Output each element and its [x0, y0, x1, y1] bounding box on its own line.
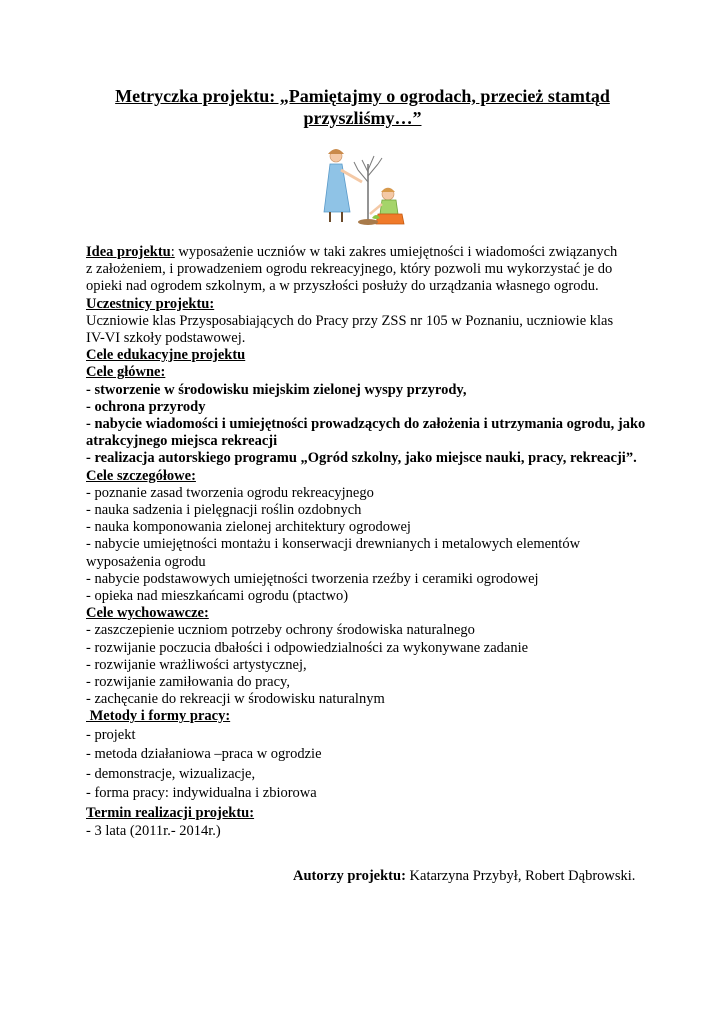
educational-goal-item: - rozwijanie zamiłowania do pracy, [86, 674, 290, 691]
idea-line-2: z założeniem, i prowadzeniem ogrodu rekreacyjnego, który pozwoli mu wykorzystać je do [86, 261, 613, 278]
idea-text-1: wyposażenie uczniów w taki zakres umiejętności i wiadomości związanych [174, 244, 618, 260]
main-goal-item: - ochrona przyrody [86, 398, 206, 415]
detail-goal-item: - nabycie umiejętności montażu i konserwacji drewnianych i metalowych elementów [86, 536, 581, 553]
educational-goal-item: - rozwijanie poczucia dbałości i odpowiedzialności za wykonywane zadanie [86, 639, 529, 656]
detail-goal-item: - nauka sadzenia i pielęgnacji roślin ozdobnych [86, 502, 362, 519]
educational-goal-item: - zachęcanie do rekreacji w środowisku naturalnym [86, 691, 385, 708]
detail-goal-item: - poznanie zasad tworzenia ogrodu rekreacyjnego [86, 484, 374, 501]
project-details [86, 244, 646, 840]
document-title [100, 85, 625, 129]
title-line-2: przyszliśmy…” [303, 108, 422, 128]
method-item: - forma pracy: indywidualna i zbiorowa [86, 785, 317, 802]
detail-goal-item: wyposażenia ogrodu [86, 553, 206, 570]
idea-line-1 [86, 244, 646, 261]
methods-label: Metody i formy pracy: [86, 708, 231, 725]
authors-label: Autorzy projektu: [293, 868, 406, 884]
term-label: Termin realizacji projektu: [86, 804, 255, 821]
goals-label: Cele edukacyjne projektu [86, 347, 246, 364]
detail-goal-item: - opieka nad mieszkańcami ogrodu (ptactwo) [86, 588, 349, 605]
educational-goals-label: Cele wychowawcze: [86, 605, 209, 622]
title-line-1: Metryczka projektu: „Pamiętajmy o ogrodach, przecież stamtąd [115, 86, 610, 106]
participants-line-2: IV-VI szkoły podstawowej. [86, 330, 246, 347]
main-goal-item: - stworzenie w środowisku miejskim zielonej wyspy przyrody, [86, 381, 467, 398]
tree-planting-icon [312, 142, 412, 232]
main-goal-item: - nabycie wiadomości i umiejętności prowadzących do założenia i utrzymania ogrodu, jako [86, 416, 646, 433]
detail-goals-label: Cele szczegółowe: [86, 467, 196, 484]
detail-goal-item: - nabycie podstawowych umiejętności tworzenia rzeźby i ceramiki ogrodowej [86, 570, 539, 587]
educational-goal-item: - zaszczepienie uczniom potrzeby ochrony środowiska naturalnego [86, 622, 475, 639]
method-item: - demonstracje, wizualizacje, [86, 765, 256, 782]
idea-colon: : [170, 244, 175, 260]
main-goal-item: atrakcyjnego miejsca rekreacji [86, 433, 278, 450]
educational-goal-item: - rozwijanie wrażliwości artystycznej, [86, 656, 307, 673]
method-item: - projekt [86, 726, 136, 743]
authors-line [293, 868, 635, 885]
main-goal-item: - realizacja autorskiego programu „Ogród szkolny, jako miejsce nauki, pracy, rekreacji”. [86, 450, 637, 467]
main-goals-label: Cele główne: [86, 364, 166, 381]
detail-goal-item: - nauka komponowania zielonej architektury ogrodowej [86, 519, 411, 536]
participants-label: Uczestnicy projektu: [86, 295, 215, 312]
method-item: - metoda działaniowa –praca w ogrodzie [86, 746, 322, 763]
authors-names: Katarzyna Przybył, Robert Dąbrowski. [405, 868, 636, 884]
idea-line-3: opieki nad ogrodem szkolnym, a w przyszłości posłuży do urządzania własnego ogrodu. [86, 278, 599, 295]
participants-line-1: Uczniowie klas Przysposabiających do Pracy przy ZSS nr 105 w Poznaniu, uczniowie klas [86, 312, 614, 329]
term-value: - 3 lata (2011r.- 2014r.) [86, 823, 221, 840]
idea-label: Idea projektu [86, 244, 171, 260]
gardening-illustration [312, 142, 412, 232]
